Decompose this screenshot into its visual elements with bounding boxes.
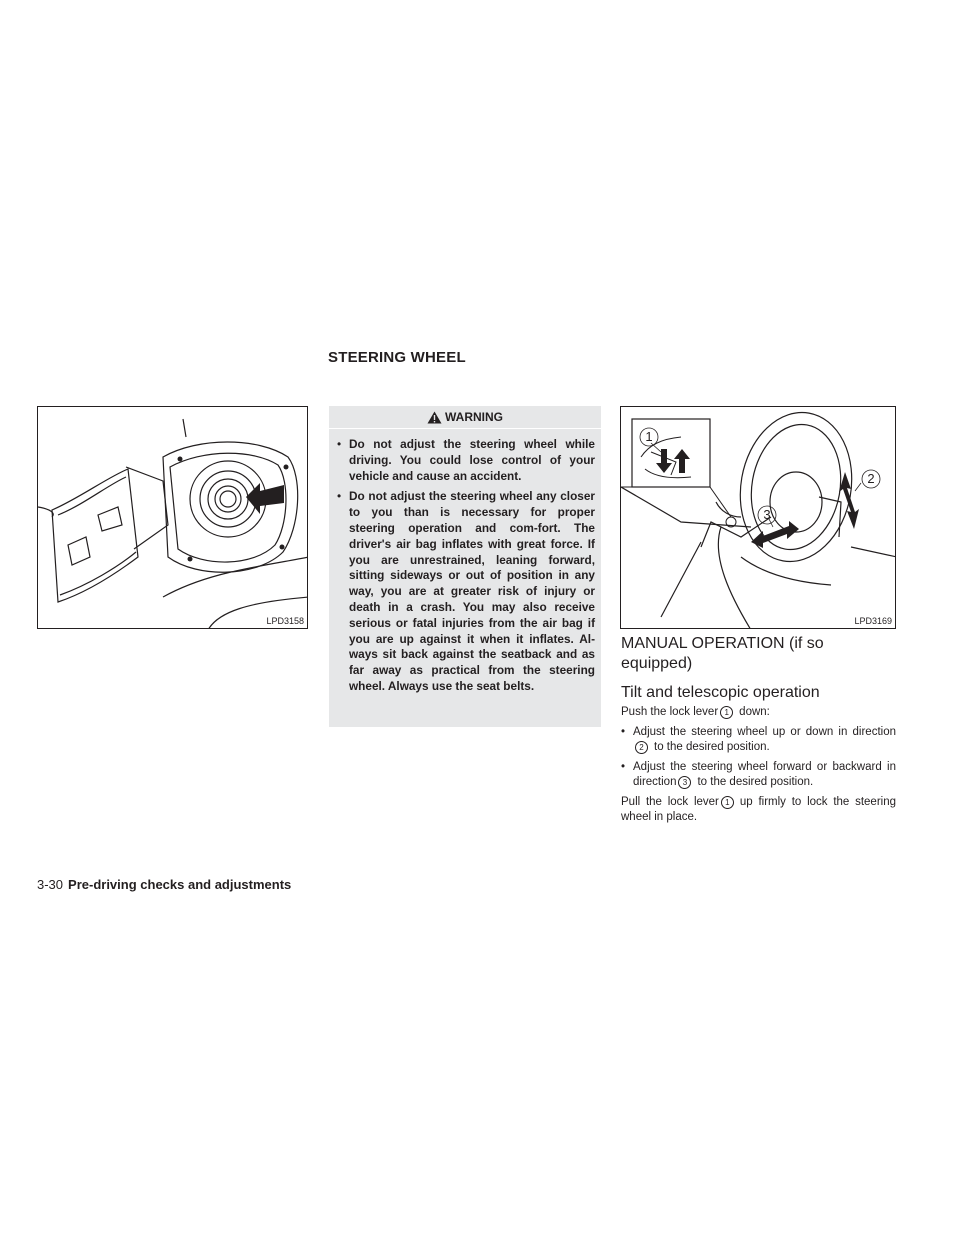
instruction-list xyxy=(621,725,896,790)
section-title: STEERING WHEEL xyxy=(328,349,466,366)
text-fragment: up firmly to lock the steering wheel in place. xyxy=(621,796,897,823)
warning-box xyxy=(329,406,601,727)
text-fragment: Adjust the steering wheel up or down in direction xyxy=(633,726,896,738)
warning-triangle-icon xyxy=(427,411,442,424)
callout-1: 1 xyxy=(645,429,653,444)
instruction-pull xyxy=(621,795,896,825)
warning-item: • Do not adjust the steering wheel any closer to you than is necessary for proper steering operation and com-fort. The driver's air bag inflates with great force. If you are unrestrained, leaning forward, sitting sideways or out of position in any way, you are at greater risk of injury or death in a crash. You may also receive serious or fatal injuries from the air bag if you are up against it when it inflates. Al-ways sit back against the seatback and as far away as practical from the steering wheel. Always use the seat belts. xyxy=(337,489,595,694)
fuel-door-illustration xyxy=(38,407,308,629)
list-item xyxy=(621,725,896,755)
warning-title: WARNING xyxy=(445,410,503,424)
steering-wheel-illustration xyxy=(621,407,896,629)
figure-label: LPD3158 xyxy=(266,616,304,626)
steering-wheel-figure xyxy=(620,406,896,629)
manual-operation-heading: MANUAL OPERATION (if so equipped) xyxy=(621,635,824,672)
instruction-push xyxy=(621,705,896,720)
fuel-door-figure xyxy=(37,406,308,629)
text-fragment: to the desired position. xyxy=(654,741,770,753)
manual-operation-text xyxy=(621,705,896,830)
text-fragment: Pull the lock lever xyxy=(621,796,719,808)
callout-number-icon: 1 xyxy=(721,796,734,809)
callout-number-icon: 3 xyxy=(678,776,691,789)
text-fragment: Adjust the steering wheel forward or backward in direction xyxy=(633,761,896,788)
chapter-title: Pre-driving checks and adjustments xyxy=(68,877,292,892)
callout-number-icon: 1 xyxy=(720,706,733,719)
warning-header xyxy=(329,406,601,429)
tilt-telescopic-heading: Tilt and telescopic operation xyxy=(621,684,820,701)
page-footer xyxy=(37,877,291,892)
callout-3: 3 xyxy=(763,507,771,522)
callout-number-icon: 2 xyxy=(635,741,648,754)
callout-2: 2 xyxy=(867,471,875,486)
warning-list xyxy=(329,429,601,695)
list-item xyxy=(621,760,896,790)
warning-item: • Do not adjust the steering wheel while driving. You could lose control of your vehicle and cause an accident. xyxy=(337,437,595,484)
figure-label: LPD3169 xyxy=(854,616,892,626)
text-fragment: to the desired position. xyxy=(697,776,814,788)
text-fragment: down: xyxy=(739,706,770,718)
page-number: 3-30 xyxy=(37,877,64,892)
text-fragment: Push the lock lever xyxy=(621,706,719,718)
